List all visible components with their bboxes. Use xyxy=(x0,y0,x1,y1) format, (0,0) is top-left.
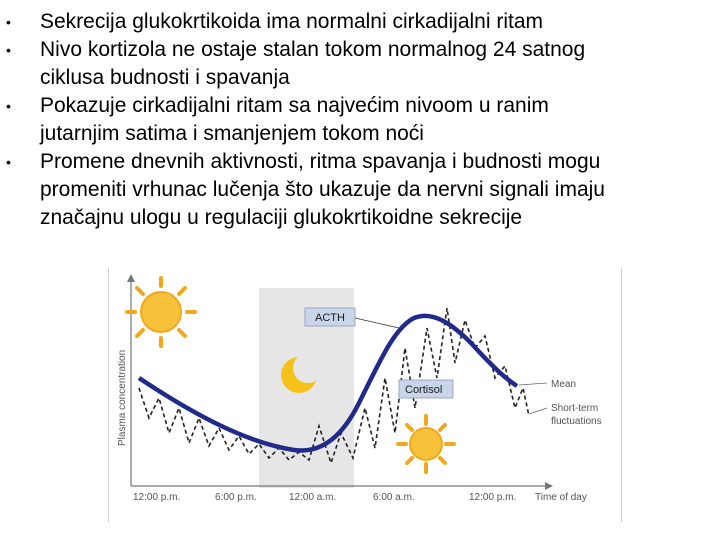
fluctuation-pointer xyxy=(529,408,547,414)
sun-icon xyxy=(398,416,454,472)
fluctuations-legend-label: fluctuations xyxy=(551,416,602,427)
x-axis-arrow-icon xyxy=(545,482,553,490)
bullet-item xyxy=(0,8,720,36)
bullet-text: promeniti vrhunac lučenja što ukazuje da nervni signali imaju xyxy=(40,178,605,201)
x-tick-label: 12:00 p.m. xyxy=(469,492,517,503)
x-tick-label: 12:00 p.m. xyxy=(133,492,181,503)
y-axis-arrow-icon xyxy=(127,274,135,282)
bullet-text: jutarnjim satima i smanjenjem tokom noći xyxy=(40,122,424,145)
bullet-item xyxy=(0,148,720,232)
mean-pointer xyxy=(519,383,547,385)
bullet-text: Nivo kortizola ne ostaje stalan tokom normalnog 24 satnog xyxy=(40,38,586,61)
bullet-item xyxy=(0,92,720,148)
bullet-text: Promene dnevnih aktivnosti, ritma spavanja i budnosti mogu xyxy=(40,150,601,173)
figure-svg xyxy=(109,268,621,522)
bullet-list xyxy=(0,8,720,232)
bullet-dot: • xyxy=(6,14,11,30)
bullet-text: značajnu ulogu u regulaciji glukokrtikoidne sekrecije xyxy=(40,206,523,229)
sun-icon xyxy=(127,278,195,346)
bullet-dot: • xyxy=(6,154,11,170)
bullet-text: Pokazuje cirkadijalni ritam sa najvećim nivoom u ranim xyxy=(40,94,549,117)
y-axis-label: Plasma concentration xyxy=(117,349,128,446)
x-tick-label: 6:00 a.m. xyxy=(373,492,415,503)
bullet-dot: • xyxy=(6,42,11,58)
x-tick-label: 12:00 a.m. xyxy=(289,492,337,503)
acth-pointer xyxy=(355,318,399,328)
bullet-text: ciklusa budnosti i spavanja xyxy=(40,66,290,89)
cortisol-label: Cortisol xyxy=(405,384,443,396)
x-axis-label: Time of day xyxy=(535,492,587,503)
bullet-text: Sekrecija glukokrtikoida ima normalni cirkadijalni ritam xyxy=(40,10,544,33)
x-tick-label: 6:00 p.m. xyxy=(215,492,257,503)
mean-legend-label: Mean xyxy=(551,379,577,390)
acth-label: ACTH xyxy=(315,312,345,324)
bullet-item xyxy=(0,36,720,92)
bullet-dot: • xyxy=(6,98,11,114)
short-term-legend-label: Short-term xyxy=(551,403,599,414)
cortisol-rhythm-figure xyxy=(108,268,622,522)
